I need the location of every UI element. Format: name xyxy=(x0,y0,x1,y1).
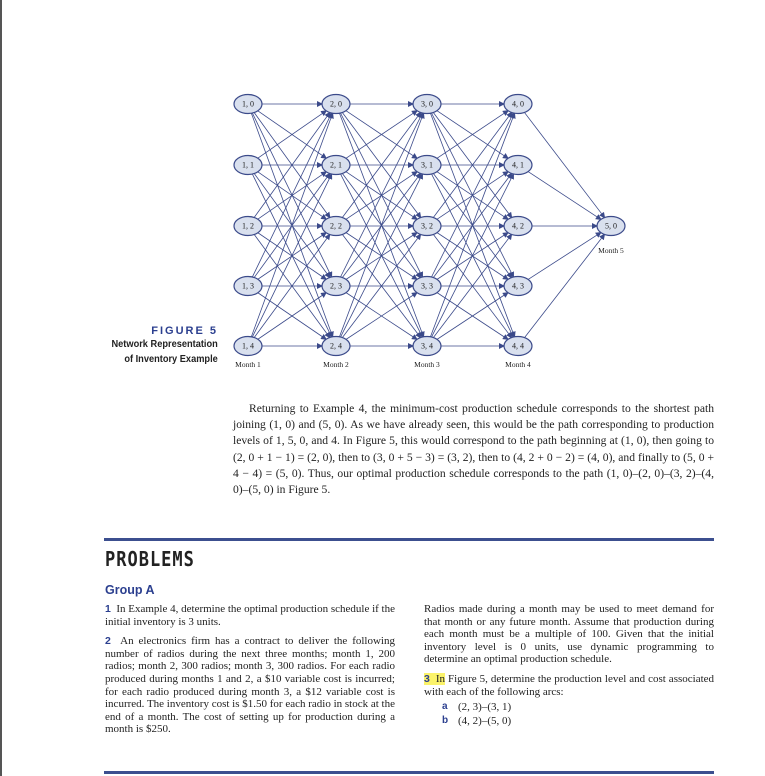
problem-3 xyxy=(424,673,714,698)
node-label: 4, 1 xyxy=(512,160,524,170)
node xyxy=(322,95,350,114)
month-label: Month 2 xyxy=(323,360,349,369)
node-label: 1, 2 xyxy=(242,221,254,231)
problem-2 xyxy=(105,635,395,736)
node xyxy=(234,277,262,296)
month-label: Month 1 xyxy=(235,360,261,369)
node xyxy=(413,217,441,236)
problem-3-number: 3 xyxy=(424,672,430,685)
node xyxy=(234,217,262,236)
figure-title-line-2: of Inventory Example xyxy=(124,353,218,365)
problem-3b xyxy=(442,714,714,728)
node-label: 3, 3 xyxy=(421,281,433,291)
group-heading: Group A xyxy=(105,583,155,597)
node-label: 2, 0 xyxy=(330,99,342,109)
problem-3a xyxy=(442,700,714,714)
problem-3b-letter: b xyxy=(442,715,449,727)
body-paragraph: Returning to Example 4, the minimum-cost production schedule corresponds to the shortest path joining (1, 0) and (5, 0). As we have already seen, this would be the path corresponding to production levels of 1, 5, 0, and 4. In Figure 5, this would correspond to the path beginning at (1, 0), then going to (2, 0 + 1 − 1) = (2, 0), then to (3, 0 + 5 − 3) = (3, 2), then to (4, 2 + 0 − 2) = (4, 0), and finally to (5, 0 + 4 − 4) = (5, 0). Thus, our optimal production schedule corresponds to the path (1, 0)–(2, 0)–(3, 2)–(4, 0)–(5, 0) in Figure 5. xyxy=(233,402,714,497)
node xyxy=(234,156,262,175)
problem-3a-letter: a xyxy=(442,701,448,713)
problem-3b-text: (4, 2)–(5, 0) xyxy=(458,715,512,728)
node-label: 1, 0 xyxy=(242,99,254,109)
node-label: 2, 3 xyxy=(330,281,342,291)
figure-label: FIGURE 5 xyxy=(151,325,218,337)
problem-3-text: Figure 5, determine the production level and cost associated with each of the following arcs: xyxy=(424,672,715,698)
node-label: 4, 4 xyxy=(512,341,524,351)
problems-left-column xyxy=(105,603,395,743)
node xyxy=(234,337,262,356)
node-label: 1, 1 xyxy=(242,160,254,170)
figure-title-line-1: Network Representation xyxy=(111,338,218,350)
section-rule-top xyxy=(104,538,714,541)
node-label: 2, 4 xyxy=(330,341,342,351)
problem-2-text: An electronics firm has a contract to deliver the following number of radios during the next three months; month 1, 200 radios; month 2, 300 radios; month 3, 300 radios. For each radio produced during months 1 and 2, a $10 variable cost is incurred; for each radio produced during month 3, a $12 variable cost is incurred. The inventory cost is $1.50 for each radio in stock at the end of a month. The cost of setting up for production during a month is $250. xyxy=(105,635,395,736)
node-label: 3, 1 xyxy=(421,160,433,170)
problems-heading: PROBLEMS xyxy=(105,548,195,572)
network-figure xyxy=(0,0,765,380)
node-label: 4, 3 xyxy=(512,281,524,291)
problems-right-column xyxy=(424,603,714,728)
figure-caption xyxy=(97,325,218,367)
arc xyxy=(525,234,605,337)
arc xyxy=(528,233,601,280)
problem-1-number: 1 xyxy=(105,603,111,615)
node-label: 2, 1 xyxy=(330,160,342,170)
final-node xyxy=(597,217,625,236)
node xyxy=(322,277,350,296)
highlight-marker xyxy=(424,673,445,685)
node xyxy=(322,217,350,236)
node xyxy=(504,156,532,175)
problem-1-text: In Example 4, determine the optimal production schedule if the initial inventory is 3 units. xyxy=(105,603,395,628)
node xyxy=(413,95,441,114)
problem-2-continued: Radios made during a month may be used to meet demand for that month or any future month. Assume that production during each month must be a multiple of 100. Given that the initial inventory level is 0 units, use dynamic programming to determine an optimal production schedule. xyxy=(424,603,714,666)
problem-1 xyxy=(105,603,395,628)
node-label: 3, 4 xyxy=(421,341,433,351)
month-label: Month 3 xyxy=(414,360,440,369)
node xyxy=(322,337,350,356)
final-month-label: Month 5 xyxy=(598,246,624,255)
node-label: 5, 0 xyxy=(605,221,617,231)
section-rule-bottom xyxy=(104,771,714,774)
node xyxy=(504,337,532,356)
problem-3-highlighted-word: In xyxy=(435,672,445,685)
month-label: Month 4 xyxy=(505,360,531,369)
node-label: 2, 2 xyxy=(330,221,342,231)
node-label: 3, 0 xyxy=(421,99,433,109)
node-label: 4, 0 xyxy=(512,99,524,109)
problem-2-number: 2 xyxy=(105,635,111,648)
node xyxy=(504,95,532,114)
node-label: 4, 2 xyxy=(512,221,524,231)
arc xyxy=(528,172,601,220)
node-label: 3, 2 xyxy=(421,221,433,231)
node xyxy=(504,277,532,296)
node xyxy=(234,95,262,114)
node xyxy=(413,156,441,175)
problem-3a-text: (2, 3)–(3, 1) xyxy=(458,701,512,714)
node xyxy=(504,217,532,236)
node-label: 1, 4 xyxy=(242,341,254,351)
arc xyxy=(524,112,604,217)
node xyxy=(413,337,441,356)
node xyxy=(322,156,350,175)
node xyxy=(413,277,441,296)
node-label: 1, 3 xyxy=(242,281,254,291)
